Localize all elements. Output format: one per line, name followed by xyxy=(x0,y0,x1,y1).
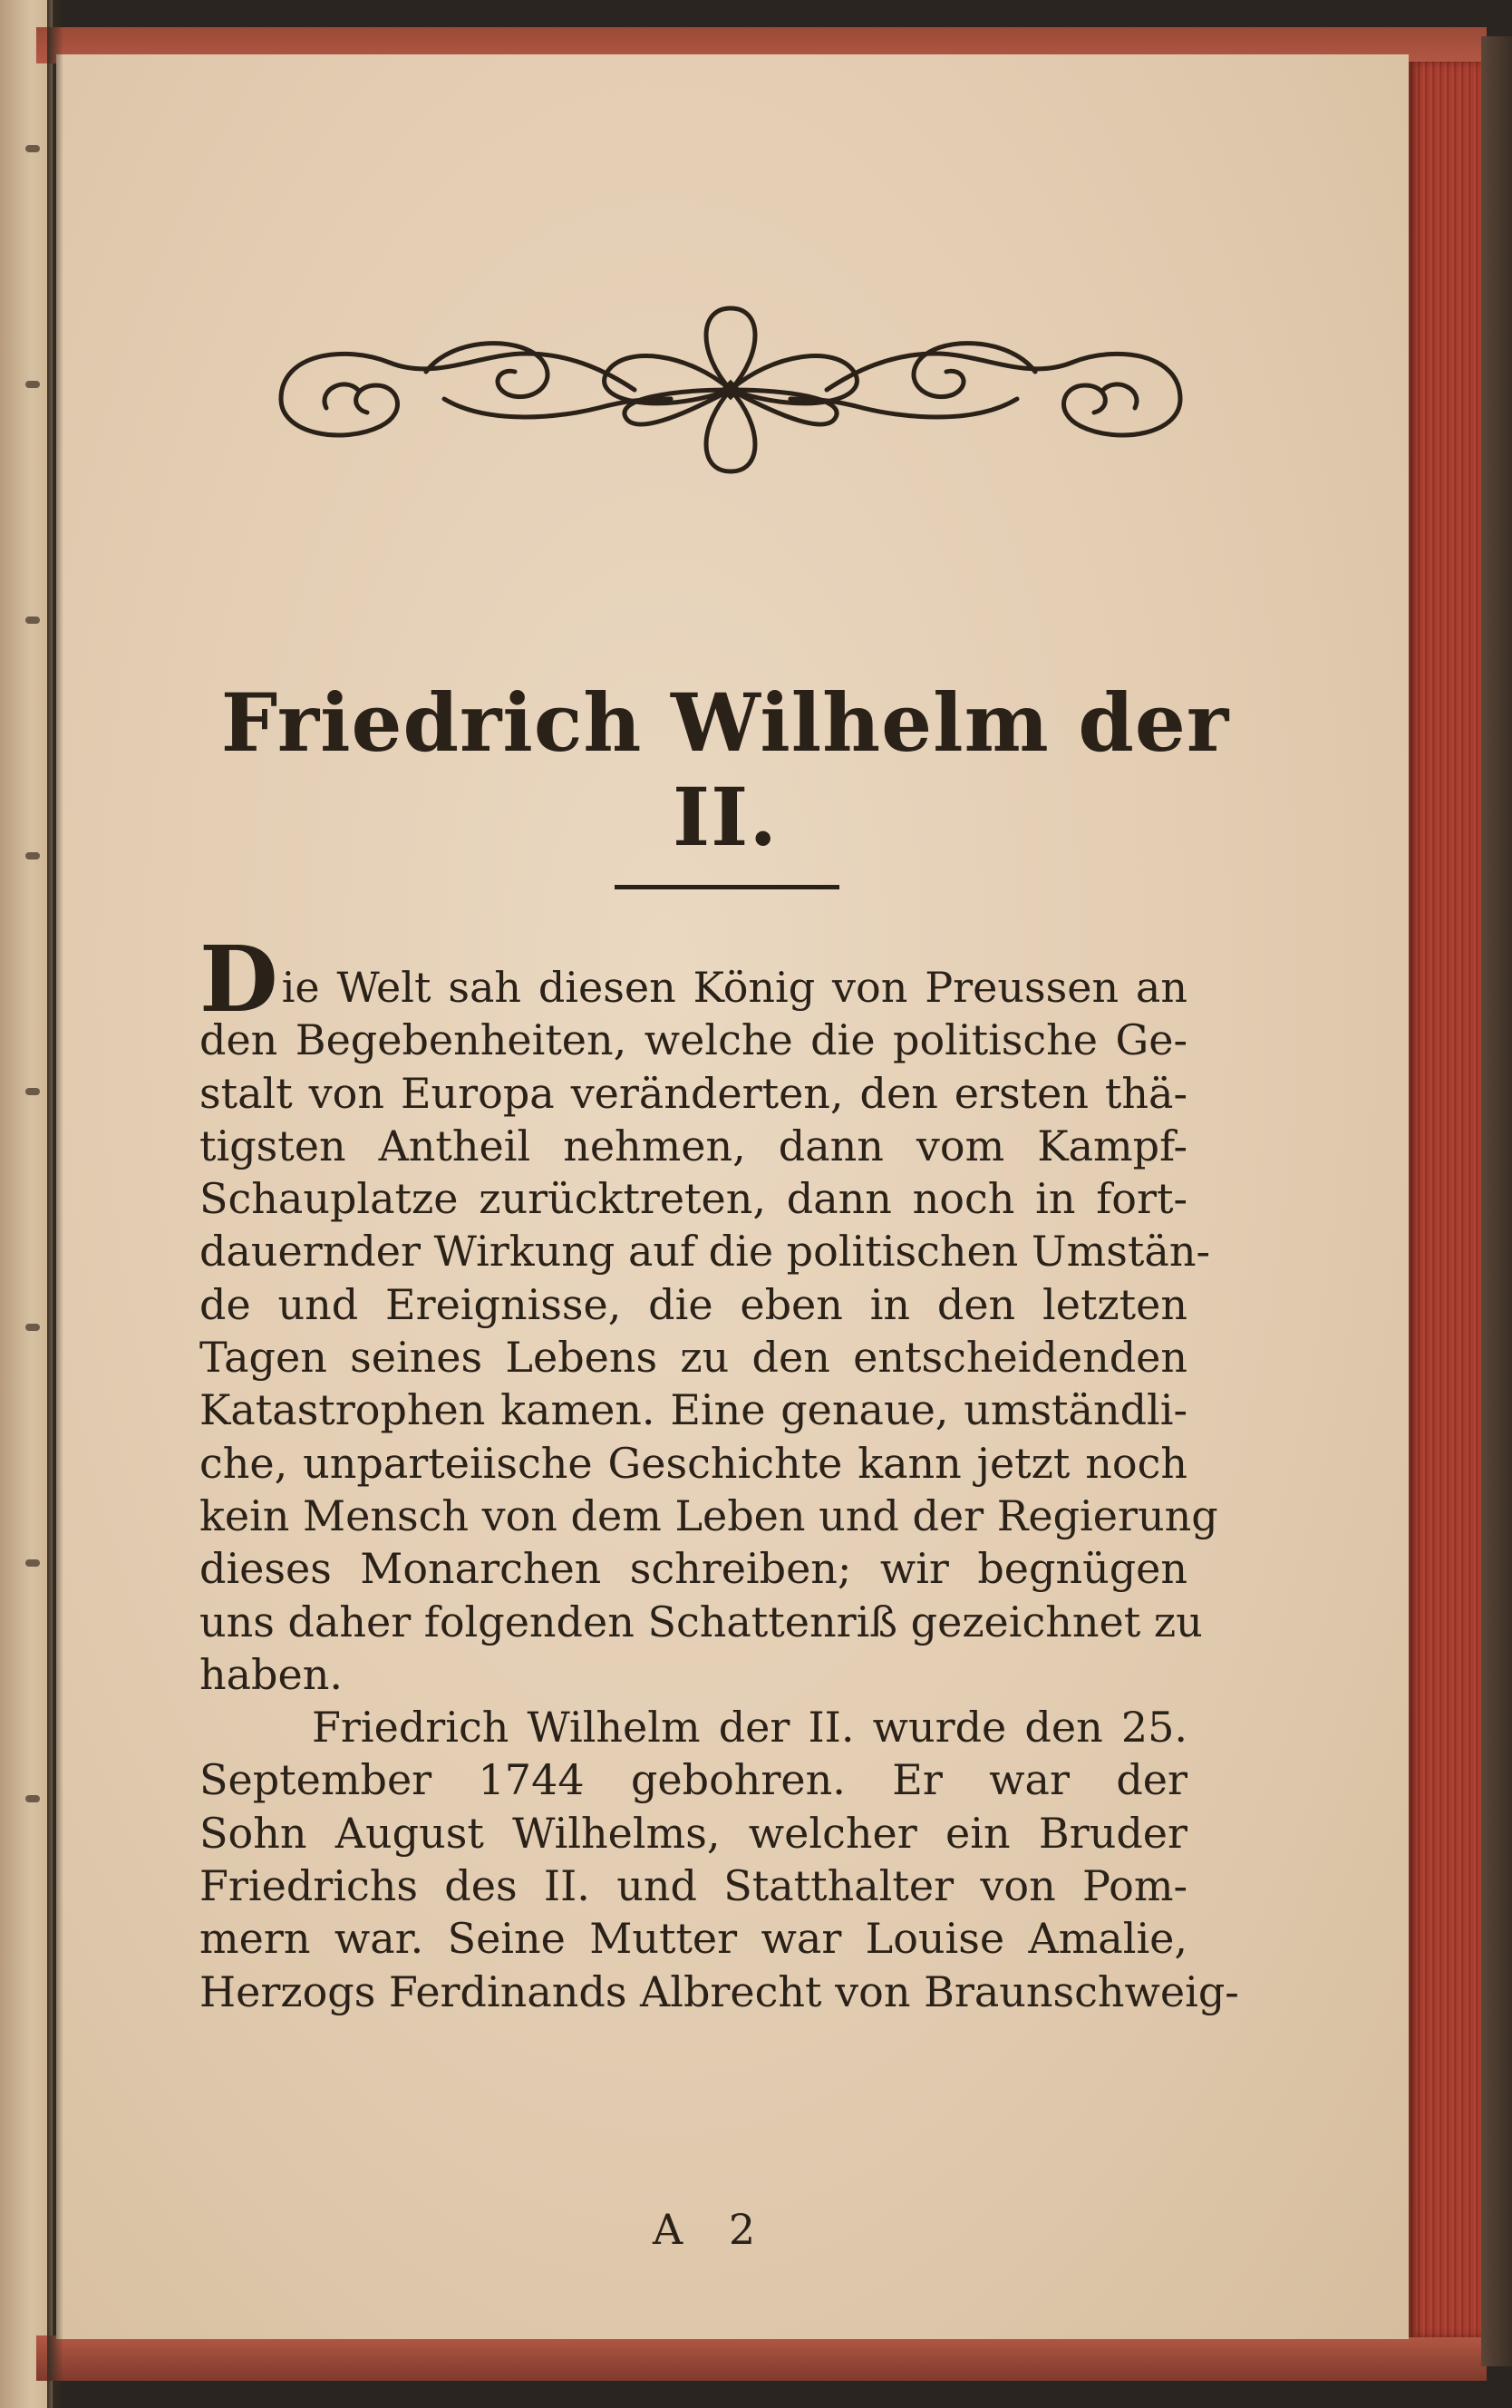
text-line: kein Mensch von dem Leben und der Regierung xyxy=(199,1490,1218,1540)
text-line: Tagen seines Lebens zu den entscheidenden xyxy=(199,1333,1187,1383)
text-line: tigsten Antheil nehmen, dann vom Kampf- xyxy=(199,1121,1187,1170)
binding-stitches xyxy=(25,145,44,1958)
text-line: Friedrichs des II. und Statthalter von Pom- xyxy=(199,1861,1187,1911)
book-cover-right xyxy=(1481,36,1512,2366)
text-line: Die Welt sah diesen König von Preussen an xyxy=(199,926,1187,1033)
text-line: September 1744 gebohren. Er war der xyxy=(199,1755,1187,1805)
text-line: haben. xyxy=(199,1649,343,1699)
text-line: den Begebenheiten, welche die politische Ge- xyxy=(199,1015,1187,1065)
text-line: dauernder Wirkung auf die politischen Umstän- xyxy=(199,1227,1210,1277)
text-line: uns daher folgenden Schattenriß gezeichnet zu xyxy=(199,1597,1203,1646)
gutter-shadow xyxy=(47,0,63,2408)
text-line: Katastrophen kamen. Eine genaue, umständli- xyxy=(199,1385,1187,1435)
page-title: Friedrich Wilhelm der II. xyxy=(220,675,1230,864)
text-line: dieses Monarchen schreiben; wir begnügen xyxy=(199,1544,1187,1594)
text-line: Sohn August Wilhelms, welcher ein Bruder xyxy=(199,1808,1187,1858)
signature-mark: A 2 xyxy=(653,2205,772,2254)
text-line: stalt von Europa veränderten, den ersten thä- xyxy=(199,1068,1187,1118)
page-edges-red xyxy=(1407,62,1487,2337)
text-line: Herzogs Ferdinands Albrecht von Braunschweig- xyxy=(199,1966,1239,2016)
drop-cap: D xyxy=(199,926,278,1033)
body-text xyxy=(199,926,1239,2018)
text-line: Schauplatze zurücktreten, dann noch in fort- xyxy=(199,1174,1187,1224)
title-rule xyxy=(615,885,839,889)
book-cover-bottom xyxy=(36,2335,1487,2381)
text-line: Friedrich Wilhelm der II. wurde den 25. xyxy=(312,1703,1187,1753)
previous-page-edge xyxy=(0,0,53,2408)
text-line: che, unparteiische Geschichte kann jetzt noch xyxy=(199,1438,1187,1488)
text-line: de und Ereignisse, die eben in den letzten xyxy=(199,1279,1187,1329)
decorative-ornament-icon xyxy=(272,299,1189,481)
text-line: mern war. Seine Mutter war Louise Amalie, xyxy=(199,1914,1187,1964)
